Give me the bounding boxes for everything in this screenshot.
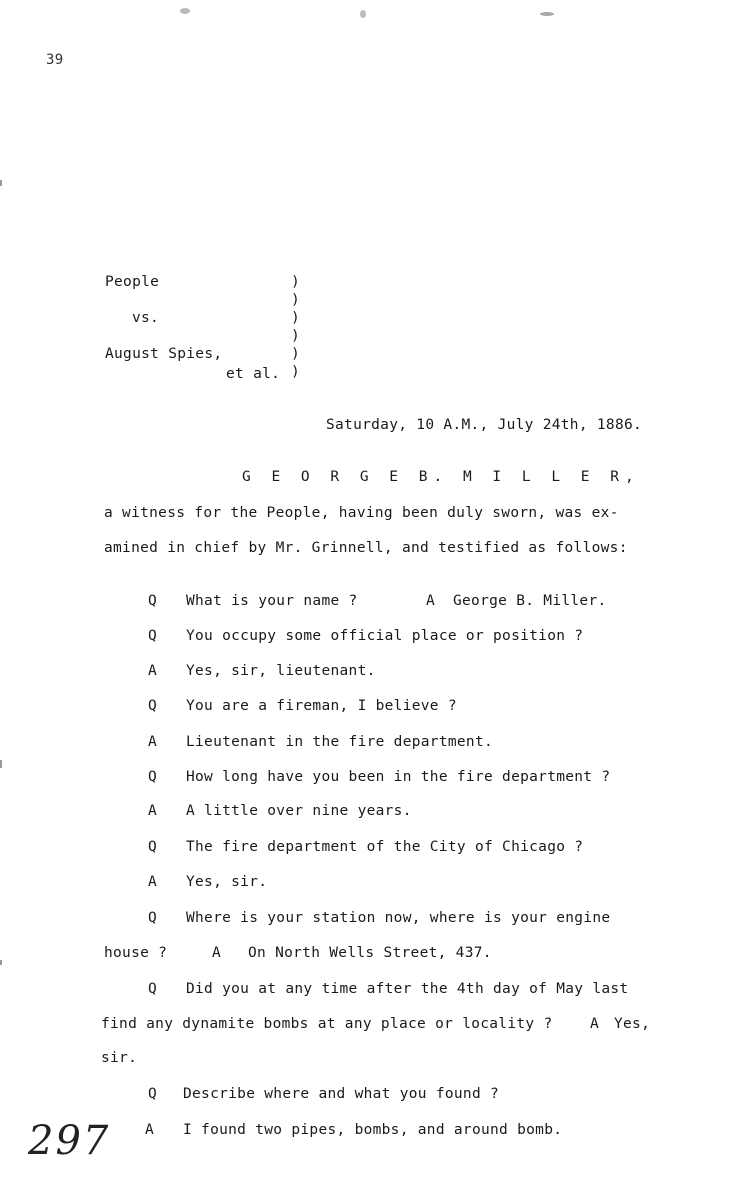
speaker-label: A xyxy=(148,663,158,679)
speaker-label: Q xyxy=(148,910,158,926)
testimony-continuation: house ? xyxy=(104,945,168,961)
speaker-label: Q xyxy=(148,593,158,609)
speaker-label: A xyxy=(212,945,222,961)
witness-name-heading: G E O R G E B. M I L L E R, xyxy=(242,469,640,485)
speaker-label: A xyxy=(148,734,158,750)
scan-speck xyxy=(540,12,554,16)
caption-paren: ) xyxy=(291,274,300,290)
caption-paren: ) xyxy=(291,292,300,308)
testimony-text: I found two pipes, bombs, and around bomb. xyxy=(183,1122,563,1138)
caption-paren: ) xyxy=(291,310,300,326)
caption-versus: vs. xyxy=(132,310,160,326)
handwritten-page-number: 297 xyxy=(28,1118,111,1164)
intro-line: a witness for the People, having been duly sworn, was ex- xyxy=(104,505,619,521)
scan-edge-mark xyxy=(0,760,2,768)
caption-paren: ) xyxy=(291,364,300,380)
testimony-text: Describe where and what you found ? xyxy=(183,1086,500,1102)
speaker-label: A xyxy=(148,803,158,819)
testimony-text: You are a fireman, I believe ? xyxy=(186,698,457,714)
caption-paren: ) xyxy=(291,346,300,362)
speaker-label: Q xyxy=(148,628,158,644)
speaker-label: A xyxy=(426,593,436,609)
session-date-line: Saturday, 10 A.M., July 24th, 1886. xyxy=(326,417,643,433)
testimony-text: Lieutenant in the fire department. xyxy=(186,734,494,750)
caption-plaintiff: People xyxy=(105,274,160,290)
speaker-label: Q xyxy=(148,839,158,855)
testimony-continuation: sir. xyxy=(101,1050,138,1066)
testimony-text: How long have you been in the fire department ? xyxy=(186,769,611,785)
speaker-label: Q xyxy=(148,769,158,785)
testimony-text: Did you at any time after the 4th day of May last xyxy=(186,981,629,997)
caption-et-al: et al. xyxy=(226,366,281,382)
testimony-text: Yes, sir, lieutenant. xyxy=(186,663,376,679)
intro-line: amined in chief by Mr. Grinnell, and testified as follows: xyxy=(104,540,628,556)
testimony-text: A little over nine years. xyxy=(186,803,412,819)
speaker-label: A xyxy=(148,874,158,890)
testimony-text: Where is your station now, where is your engine xyxy=(186,910,611,926)
testimony-text: Yes, xyxy=(614,1016,651,1032)
testimony-text: The fire department of the City of Chicago ? xyxy=(186,839,584,855)
testimony-continuation: find any dynamite bombs at any place or locality ? xyxy=(101,1016,553,1032)
testimony-text: On North Wells Street, 437. xyxy=(248,945,492,961)
page-number: 39 xyxy=(46,52,64,68)
scan-edge-mark xyxy=(0,180,2,186)
speaker-label: A xyxy=(145,1122,155,1138)
caption-defendant: August Spies, xyxy=(105,346,223,362)
speaker-label: A xyxy=(590,1016,600,1032)
scan-speck xyxy=(180,8,190,14)
testimony-text: George B. Miller. xyxy=(453,593,607,609)
testimony-text: Yes, sir. xyxy=(186,874,268,890)
speaker-label: Q xyxy=(148,981,158,997)
speaker-label: Q xyxy=(148,1086,158,1102)
scan-speck xyxy=(360,10,366,18)
testimony-text: You occupy some official place or position ? xyxy=(186,628,584,644)
speaker-label: Q xyxy=(148,698,158,714)
caption-paren: ) xyxy=(291,328,300,344)
testimony-text: What is your name ? xyxy=(186,593,358,609)
scan-edge-mark xyxy=(0,960,2,965)
